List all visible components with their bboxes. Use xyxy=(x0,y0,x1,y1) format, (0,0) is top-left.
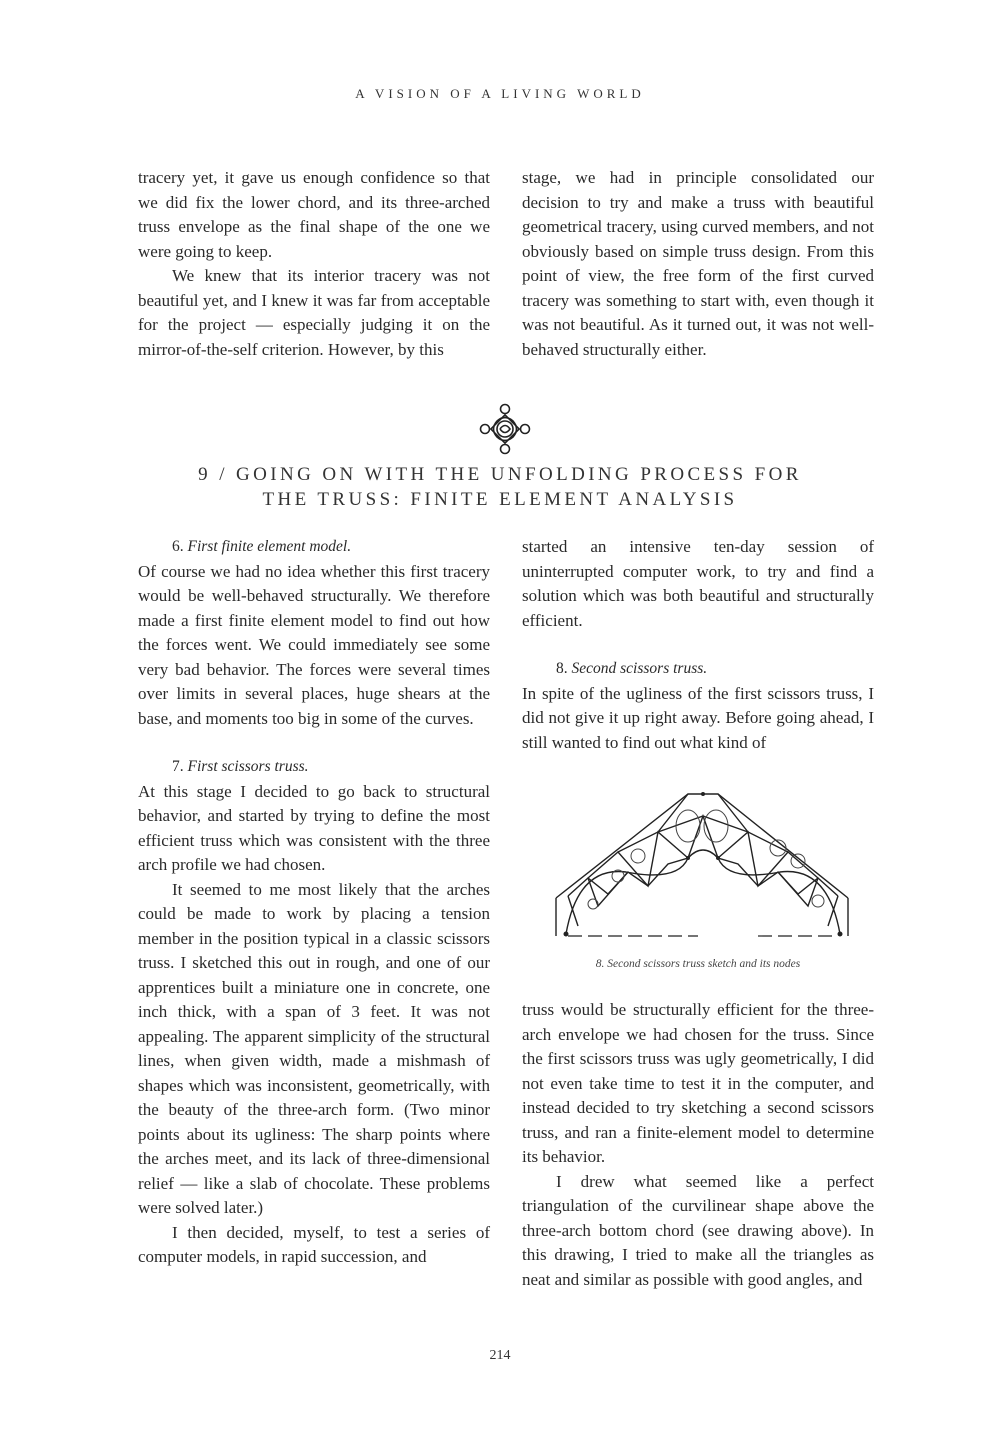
section-title-line: THE TRUSS: FINITE ELEMENT ANALYSIS xyxy=(262,489,738,510)
paragraph: I drew what seemed like a perfect triangulation of the curvilinear shape above the three-arch bottom chord (see drawing above). In this drawing, I tried to make all the triangles as neat and similar as possible with good angles, and xyxy=(522,1171,874,1289)
subheading-8: 8. Second scissors truss. xyxy=(556,660,708,677)
paragraph: truss would be structurally efficient for the three-arch envelope we had chosen for the truss. Since the first scissors truss was ugly geometrically, I did not even take time to test it in the computer, and instead decided to try sketching a second scissors truss, and ran a finite-element model to determine its behavior. xyxy=(522,1000,874,1166)
truss-sketch-figure xyxy=(548,776,858,948)
running-head: A VISION OF A LIVING WORLD xyxy=(355,86,645,101)
paragraph: stage, we had in principle consolidated our decision to try and make a truss with beautiful geometrical tracery, using curved members, and not obviously based on simple truss design. From this point of view, the free form of the first curved tracery was something to start with, even though it was not beautiful. As it turned out, it was not well-behaved structurally either. xyxy=(522,168,874,359)
column-right-top xyxy=(522,166,874,362)
paragraph: I then decided, myself, to test a series of computer models, in rapid succession, and xyxy=(138,1222,490,1266)
page-number: 214 xyxy=(489,1348,511,1363)
paragraph: We knew that its interior tracery was not beautiful yet, and I knew it was far from acceptable for the project — especially judging it on the mirror-of-the-self criterion. However, by this xyxy=(138,266,490,359)
paragraph: started an intensive ten-day session of uninterrupted computer work, to try and find a solution which was both beautiful and structurally efficient. xyxy=(522,537,874,630)
paragraph: It seemed to me most likely that the arches could be made to work by placing a tension member in the position typical in a classic scissors truss. I sketched this out in rough, and one of our apprentices built a miniature one in concrete, one inch thick, with a span of 3 feet. It was not appealing. The apparent simplicity of the structural lines, when given width, made a mishmash of shapes which was inconsistent, geometrically, with the beauty of the three-arch form. (Two minor points about its ugliness: The sharp points where the arches meet, and its lack of three-dimensional relief — like a slab of chocolate. These problems were solved later.) xyxy=(138,879,490,1217)
knot-ornament-icon xyxy=(478,402,532,456)
section-title-line: 9 / GOING ON WITH THE UNFOLDING PROCESS FOR xyxy=(198,464,802,485)
subheading-7: 7. First scissors truss. xyxy=(172,758,309,775)
paragraph: In spite of the ugliness of the first scissors truss, I did not give it up right away. Before going ahead, I still wanted to find out what kind of xyxy=(522,683,874,752)
column-right-bottom xyxy=(522,998,874,1292)
paragraph: At this stage I decided to go back to structural behavior, and started by trying to define the most efficient truss which was consistent with the three arch profile we had chosen. xyxy=(138,781,490,874)
column-right-middle xyxy=(522,535,874,755)
figure-caption: 8. Second scissors truss sketch and its nodes xyxy=(595,958,801,970)
paragraph: Of course we had no idea whether this first tracery would be well-behaved structurally. We therefore made a first finite element model to find out how the forces went. We could immediately see some very bad behavior. The forces were several times over limits in several places, huge shears at the base, and moments too big in some of the curves. xyxy=(138,561,490,728)
column-left-bottom xyxy=(138,535,490,1270)
section-title xyxy=(120,462,880,512)
subheading-6: 6. First finite element model. xyxy=(172,538,352,555)
paragraph: tracery yet, it gave us enough confidence so that we did fix the lower chord, and its three-arched truss envelope as the final shape of the one we were going to keep. xyxy=(138,168,490,261)
column-left-top xyxy=(138,166,490,362)
